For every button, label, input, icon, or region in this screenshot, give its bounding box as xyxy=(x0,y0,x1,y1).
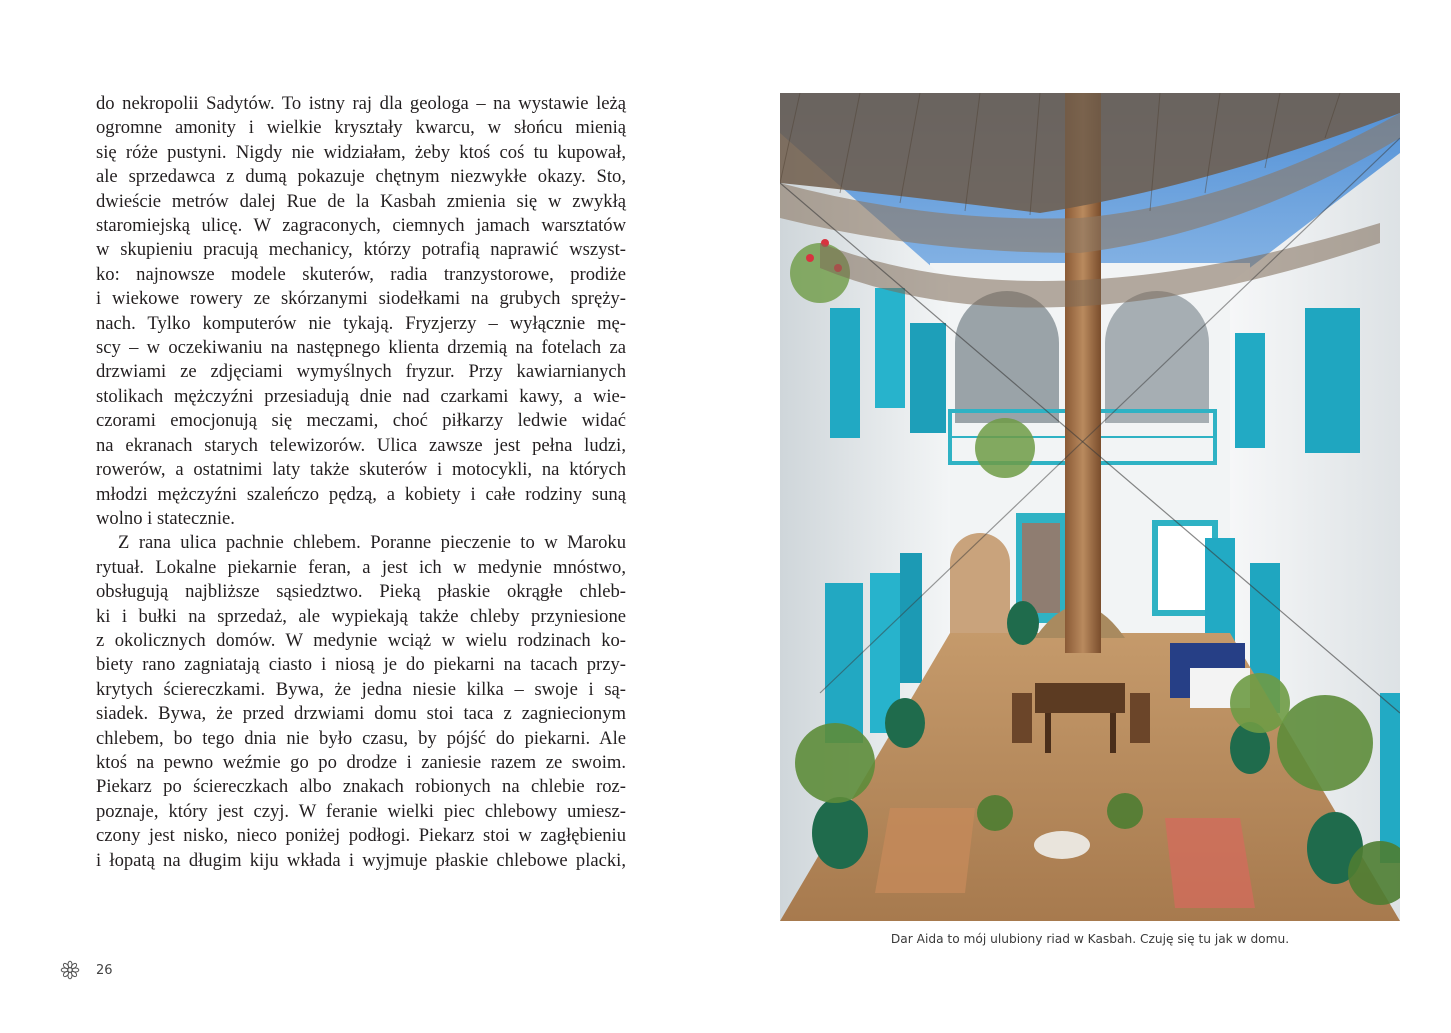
text-line: obsługują najbliższe sąsiedztwo. Pieką płaskie okrągłe chleb- xyxy=(96,581,626,603)
text-line: rytuał. Lokalne piekarnie feran, a jest ich w medynie mnóstwo, xyxy=(96,556,626,578)
text-line: stolikach mężczyźni przesiadują dnie nad czarkami kawy, a wie- xyxy=(96,385,626,407)
text-line: na ekranach starych telewizorów. Ulica zawsze jest pełna ludzi, xyxy=(96,434,626,456)
text-line: staromiejską ulicę. W zagraconych, ciemnych jamach warsztatów xyxy=(96,215,626,237)
text-line: młodzi mężczyźni szaleńczo pędzą, a kobiety i całe rodziny suną xyxy=(96,483,626,505)
page-number: 26 xyxy=(96,962,113,978)
text-line: chlebem, bo tego dnia nie było czasu, by pójść do piekarni. Ale xyxy=(96,727,626,749)
text-line: scy – w oczekiwaniu na następnego klienta drzemią na fotelach za xyxy=(96,337,626,359)
text-line: poznaje, który jest czyj. W feranie wielki piec chlebowy umiesz- xyxy=(96,800,626,822)
text-line: nach. Tylko komputerów nie tykają. Fryzjerzy – wyłącznie mę- xyxy=(96,312,626,334)
text-line: z okolicznych domów. W medynie wciąż w wielu rodzinach ko- xyxy=(96,629,626,651)
text-line: Piekarz po ściereczkach albo znakach robionych na chlebie roz- xyxy=(96,776,626,798)
text-line: wolno i statecznie. xyxy=(96,507,235,529)
text-line: ko: najnowsze modele skuterów, radia tranzystorowe, prodiże xyxy=(96,263,626,285)
courtyard-illustration xyxy=(780,93,1400,921)
text-line: czony jest nisko, nieco poniżej podłogi. Piekarz stoi w zagłębieniu xyxy=(96,825,626,847)
text-line: Z rana ulica pachnie chlebem. Poranne pieczenie to w Maroku xyxy=(118,532,626,554)
text-line: do nekropolii Sadytów. To istny raj dla geologa – na wystawie leżą xyxy=(96,93,626,114)
text-line: i wiekowe rowery ze skórzanymi siodełkami na grubych spręży- xyxy=(96,288,626,310)
text-line: biety rano zagniatają ciasto i niosą je do piekarni na tacach przy- xyxy=(96,654,626,676)
riad-courtyard-photo xyxy=(780,93,1400,921)
text-line: w skupieniu pracują mechanicy, którzy potrafią naprawić wszyst- xyxy=(96,239,626,261)
text-line: siadek. Bywa, że przed drzwiami domu stoi taca z zagniecionym xyxy=(96,703,626,725)
text-line: czorami emocjonują się meczami, choć piłkarzy ledwie widać xyxy=(96,410,626,432)
page-footer xyxy=(60,960,113,980)
text-line: ktoś na pewno weźmie go po drodze i zaniesie razem ze swoim. xyxy=(96,751,626,773)
text-line: ogromne amonity i wielkie kryształy kwarcu, w słońcu mienią xyxy=(96,117,626,139)
text-line: dwieście metrów dalej Rue de la Kasbah zmienia się w zwykłą xyxy=(96,190,626,212)
paragraph-1 xyxy=(96,92,626,507)
text-line: się róże pustyni. Nigdy nie widziałam, żeby ktoś coś tu kupował, xyxy=(96,141,626,163)
text-line: rowerów, a ostatnimi laty także skuterów i motocykli, na których xyxy=(96,459,626,481)
body-text xyxy=(96,92,626,873)
text-line: i łopatą na długim kiju wkłada i wyjmuje płaskie chlebowe placki, xyxy=(96,849,626,871)
text-line: krytych ściereczkami. Bywa, że jedna niesie kilka – swoje i są- xyxy=(96,678,626,700)
paragraph-2 xyxy=(96,531,626,873)
text-line: drzwiami ze zdjęciami wymyślnych fryzur. Przy kawiarnianych xyxy=(96,361,626,383)
flower-ornament-icon xyxy=(60,960,80,980)
paragraph-1-end xyxy=(96,507,626,531)
text-line: ale sprzedawca z dumą pokazuje chętnym niezwykłe okazy. Sto, xyxy=(96,166,626,188)
photo-caption: Dar Aida to mój ulubiony riad w Kasbah. Czuję się tu jak w domu. xyxy=(890,932,1290,946)
text-line: ki i bułki na sprzedaż, ale wypiekają także chleby przyniesione xyxy=(96,605,626,627)
